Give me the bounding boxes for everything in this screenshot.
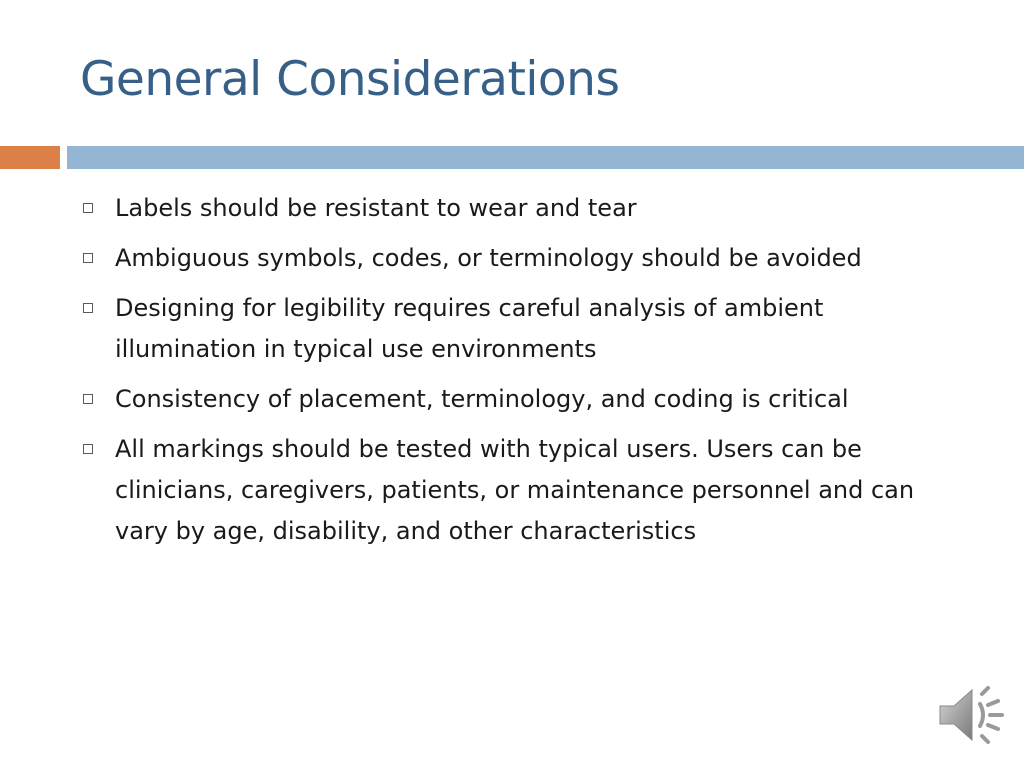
bullet-text: Ambiguous symbols, codes, or terminology should be avoided: [115, 244, 862, 272]
square-bullet-icon: [83, 444, 93, 454]
bullet-item: [80, 429, 960, 552]
square-bullet-icon: [83, 303, 93, 313]
bullet-list: [80, 188, 960, 561]
bullet-item: [80, 188, 960, 229]
bullet-item: [80, 238, 960, 279]
square-bullet-icon: [83, 203, 93, 213]
square-bullet-icon: [83, 394, 93, 404]
bullet-item: [80, 288, 960, 370]
accent-bar-orange: [0, 146, 60, 169]
slide-title: General Considerations: [80, 52, 620, 107]
bullet-item: [80, 379, 960, 420]
square-bullet-icon: [83, 253, 93, 263]
bullet-text: Designing for legibility requires careful analysis of ambient illumination in typical use environments: [115, 294, 824, 363]
accent-bar-blue: [67, 146, 1024, 169]
bullet-text: All markings should be tested with typical users. Users can be clinicians, caregivers, patients, or maintenance personnel and can vary by age, disability, and other characteristics: [115, 435, 915, 545]
bullet-text: Consistency of placement, terminology, and coding is critical: [115, 385, 849, 413]
speaker-icon[interactable]: [936, 682, 1006, 748]
bullet-text: Labels should be resistant to wear and tear: [115, 194, 637, 222]
